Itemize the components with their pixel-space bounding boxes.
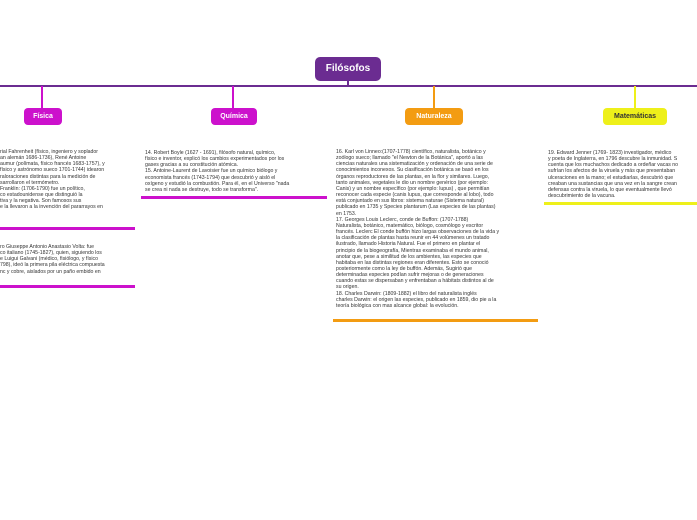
matematicas-connector <box>634 86 636 108</box>
naturaleza-note-1[interactable]: 16. Karl von Linneo:(1707-1778) científico, naturalista, botánico y zoólogo sueco; llamado "el Newton de la Botánica", aportó a las ciencias naturales una sistematización y ordenación de una serie de conocimientos inconexos. Su clasificación botánica se basó en los órganos reproductores de las plantas, en la flor y similares. Luego, tanto animales, vegetales le dio un nombre genérico (por ejemplo: Canis) y un nombre específico (por ejemplo: lupus) , que permitían reconocer cada especie (canis lupus, que corresponde al lobo), todo está conjuntado en sus libros: sistema naturae (Sistema natural) publicado en 1735 y Species plantarum (Las especies de las plantas) en 1753. 17. Georges Louis Leclerc, conde de Buffon: (1707-1788) Naturalista, botánico, matemático, biólogo, cosmólogo y escritor francés. Leclerc El conde buffón hizo largas observaciones de la vida y la clasificación de plantas hasta reunir en 44 volúmenes un tratado ilustrado, llamado Historia Natural. Fue el primero en plantar el principio de la biogeografía, Mientras examinaba el mundo animal, anotar que, pese a similitud de los ambientes, las especies que habitaba en las distintas regiones eran diferentes. Esto se conoció posteriormente como la ley de buffón. Además, Sugirió que determinadas especies podían sufrir mejoras o de generaciones cuando estas se dispersaban y enfrentaban a hábitats distintos al de su origen. 18. Charles Darwin: (1809-1882) el libro del naturalista inglés charles Darwin: el origen las especies, publicado en 1859, dio pie a la teoría biológica con mas alcance global: la evolución. <box>336 149 500 309</box>
naturaleza-connector <box>433 86 435 108</box>
fisica-connector <box>41 86 43 108</box>
fisica-note-1-underline <box>0 227 135 230</box>
fisica-note-2-underline <box>0 285 135 288</box>
naturaleza-note-1-underline <box>333 319 538 322</box>
quimica-note-1-underline <box>141 196 327 199</box>
topic-quimica[interactable]: Química <box>211 108 257 125</box>
fisica-note-1[interactable]: rial Fahrenheit (físico, ingeniero y soplador an alemán 1686-1736), René Antoine aumur (polímata, físico francés 1683-1757), y físico y astrónomo sueco 1701-1744) idearon raloraciones distintas para la medición de sarrollaron el termómetro. Franklin: (1706-1790) fue un político, co estadounidense que distinguió la tiva y la negativa. Son famosos sus e la llevaron a la invención del pararrayos en <box>0 149 105 211</box>
topic-naturaleza[interactable]: Naturaleza <box>405 108 463 125</box>
quimica-connector <box>232 86 234 108</box>
topic-fisica[interactable]: Física <box>24 108 62 125</box>
quimica-note-1[interactable]: 14. Robert Boyle (1627 - 1691), filósofo natural, químico, físico e inventor, explicó los cambios experimentados por los gases gracias a su constitución atómica. 15. Antoine-Laurent de Lavoisier fue un químico biólogo y economista francés (1743-1794) que descubrió y aisló el oxígeno y estudió la combustión. Para él, en el Universo "nada se crea ni nada se destruye, todo se transforma". <box>145 150 290 193</box>
fisica-note-2[interactable]: ro Giuseppe Antonio Anastasio Volta: fue co italiano (1745-1827), quien, siguiendo los e Luigui Galvani (médico, fisiólogo, y físico 798), ideó la primera pila eléctrica compuesta nc y cobre, aislados por un paño embido en <box>0 244 105 275</box>
topic-matematicas[interactable]: Matemáticas <box>603 108 667 125</box>
matematicas-note-1[interactable]: 19. Edward Jenner (1769- 1823) investigador, médico y poeta de Inglaterra, en 1796 descubre la inmunidad. S cuenta que los muchachos dedicado a ordeñar vacas no sufrían los afectos de la viruela y más que presentaban ulceraciones en la mano; el estudiarlas, descubrió que creaban una sustancias que una vez en la sangre crean defensas contra la viruela, lo que eventualmente llevó descubrimiento de la vacuna. <box>548 150 679 200</box>
matematicas-note-1-underline <box>544 202 697 205</box>
root-topic-filosofos[interactable]: Filósofos <box>315 57 381 81</box>
root-connector <box>347 81 349 86</box>
